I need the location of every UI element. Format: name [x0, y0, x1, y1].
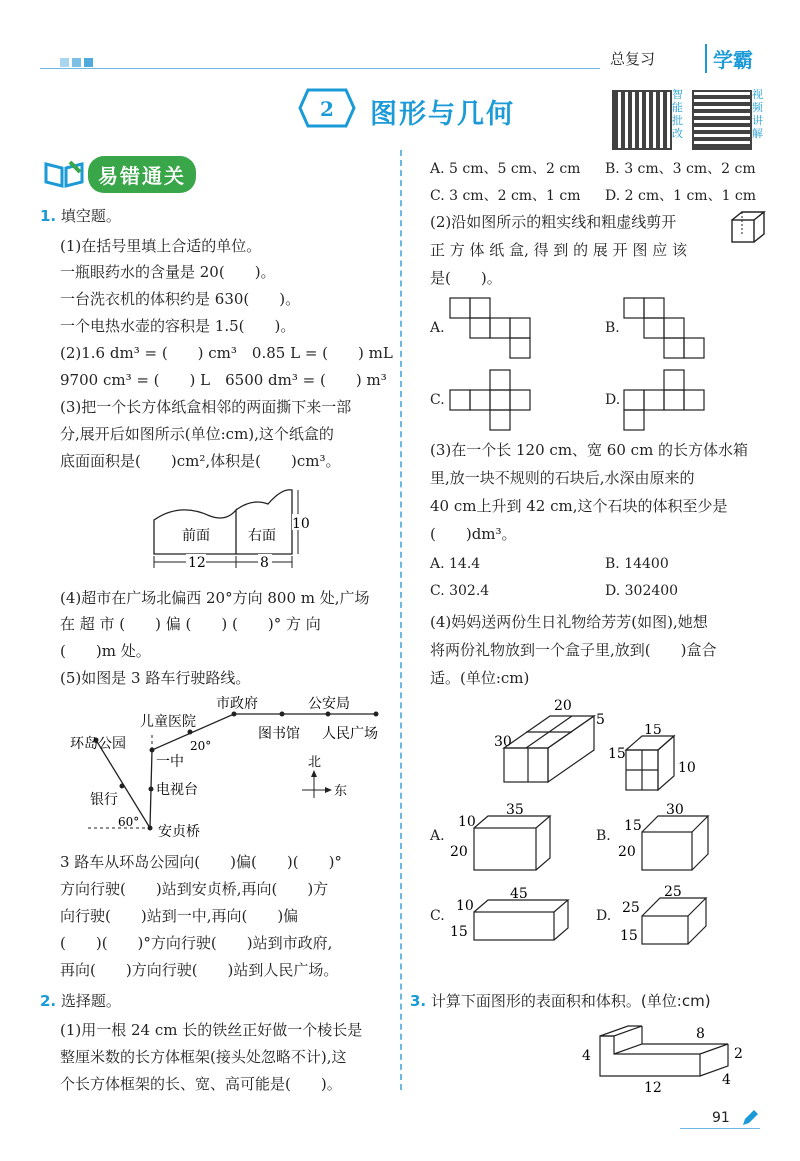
q1-p3-a: (3)把一个长方体纸盒相邻的两面撕下来一部: [60, 398, 352, 416]
q2-p1-a: (1)用一根 24 cm 长的铁丝正好做一个棱长是: [60, 1021, 363, 1039]
svg-text:15: 15: [620, 928, 638, 944]
q1-p3-c: 底面面积是( )cm²,体积是( )cm³。: [60, 452, 341, 470]
box-option-d[interactable]: [616, 882, 726, 952]
net-d[interactable]: [622, 368, 712, 432]
net-c[interactable]: [448, 368, 538, 432]
box-label-d: D.: [596, 908, 612, 924]
svg-text:15: 15: [450, 924, 468, 940]
brand-logo: 学霸: [705, 44, 753, 73]
label-front: 前面: [182, 528, 210, 544]
gift2-dim-b: 15: [608, 746, 626, 762]
q1-p1-c: 一个电热水壶的容积是 1.5( )。: [60, 317, 296, 335]
q2-p2-a: (2)沿如图所示的粗实线和粗虚线剪开: [430, 213, 677, 231]
box-option-b[interactable]: [616, 800, 736, 880]
q1-p5-b: 方向行驶( )站到安贞桥,再向( )方: [60, 880, 329, 898]
q1-p1-a: 一瓶眼药水的含量是 20( )。: [60, 263, 276, 281]
gift-box-large: [494, 696, 614, 796]
map-park: 环岛公园: [70, 736, 126, 752]
q3-dim-bottom: 12: [644, 1080, 662, 1096]
column-divider: [400, 150, 402, 1090]
q1-p4-b: 在 超 市 ( ) 偏 ( ) ( )° 方 向: [60, 615, 321, 633]
net-label-d: D.: [605, 392, 621, 408]
label-right: 右面: [248, 528, 276, 544]
q1-p5-title: (5)如图是 3 路车行驶路线。: [60, 669, 251, 687]
title-number: 2: [320, 97, 334, 121]
figure-unfolded-box: [140, 478, 330, 578]
q1-p5-d: ( )( )°方向行驶( )站到市政府,: [60, 934, 333, 952]
map-bank: 银行: [90, 792, 118, 808]
map-library: 图书馆: [258, 726, 300, 742]
q2-p3-opt-d: D. 302400: [605, 583, 679, 599]
q1-p5-e: 再向( )方向行驶( )站到人民广场。: [60, 961, 339, 979]
q2-p3-c: 40 cm上升到 42 cm,这个石块的体积至少是: [430, 497, 728, 515]
q1-p4-c: ( )m 处。: [60, 642, 151, 660]
svg-text:15: 15: [624, 818, 642, 834]
q1-p1-title: (1)在括号里填上合适的单位。: [60, 237, 262, 255]
svg-text:20: 20: [618, 844, 636, 860]
label-8: 8: [260, 555, 269, 571]
q2-p1-opt-b: B. 3 cm、3 cm、2 cm: [605, 161, 756, 177]
map-square: 人民广场: [322, 726, 378, 742]
map-angle-20: 20°: [190, 739, 212, 753]
q1-p4-a: (4)超市在广场北偏西 20°方向 800 m 处,广场: [60, 589, 370, 607]
q2-p4-c: 适。(单位:cm): [430, 669, 530, 687]
pencil-icon: [740, 1108, 760, 1132]
q1-p5-a: 3 路车从环岛公园向( )偏( )( )°: [60, 853, 342, 871]
map-east: 东: [334, 784, 348, 799]
q1-p1-b: 一台洗衣机的体积约是 630( )。: [60, 290, 301, 308]
q2-p1-opt-d: D. 2 cm、1 cm、1 cm: [605, 188, 757, 204]
map-north: 北: [308, 755, 322, 770]
svg-text:35: 35: [506, 802, 524, 818]
qr-label-video: 视频讲解: [752, 88, 763, 140]
label-10: 10: [292, 516, 310, 532]
q2-p1-opt-a: A. 5 cm、5 cm、2 cm: [430, 161, 581, 177]
q3-dim-depth: 4: [722, 1072, 731, 1088]
net-b[interactable]: [622, 296, 712, 360]
net-a[interactable]: [448, 296, 538, 360]
q2-p4-a: (4)妈妈送两份生日礼物给芳芳(如图),她想: [430, 613, 708, 631]
q2-heading: 2. 选择题。: [40, 992, 121, 1010]
q2-p2-c: 是( )。: [430, 269, 502, 287]
map-police: 公安局: [308, 696, 350, 712]
map-angle-60: 60°: [118, 815, 140, 829]
page-number: 91: [712, 1110, 730, 1126]
svg-text:30: 30: [666, 802, 684, 818]
q3-dim-right: 2: [734, 1046, 743, 1062]
q2-p1-c: 个长方体框架的长、宽、高可能是( )。: [60, 1075, 342, 1093]
q2-p4-b: 将两份礼物放到一个盒子里,放到( )盒合: [430, 641, 717, 659]
q2-p3-opt-c: C. 302.4: [430, 583, 490, 599]
book-icon: [44, 158, 84, 192]
box-label-a: A.: [430, 828, 445, 844]
q1-heading: 1. 填空题。: [40, 207, 121, 225]
svg-text:25: 25: [664, 884, 682, 900]
q2-p2-b: 正 方 体 纸 盒, 得 到 的 展 开 图 应 该: [430, 241, 687, 259]
gift1-dim-b: 5: [596, 712, 605, 728]
svg-text:20: 20: [450, 844, 468, 860]
header-rule: [40, 68, 600, 69]
cube-icon: [730, 210, 766, 244]
box-label-b: B.: [596, 828, 611, 844]
header-label: 总复习: [610, 50, 656, 68]
map-hospital: 儿童医院: [140, 714, 196, 730]
box-option-a[interactable]: [448, 800, 568, 880]
gift2-dim-a: 15: [644, 724, 662, 738]
figure-l-prism: [580, 1018, 770, 1096]
gift1-dim-c: 30: [494, 734, 512, 750]
title-badge: [298, 88, 356, 128]
box-option-c[interactable]: [448, 884, 578, 950]
svg-text:10: 10: [456, 898, 474, 914]
q2-p3-opt-b: B. 14400: [605, 556, 669, 572]
box-label-c: C.: [430, 908, 445, 924]
qr-label-grading: 智能批改: [672, 88, 683, 140]
q2-p3-opt-a: A. 14.4: [430, 556, 481, 572]
bus-route-map: [66, 694, 396, 844]
gift-box-small: [608, 724, 698, 800]
page-title: 图形与几何: [370, 99, 515, 130]
net-label-b: B.: [605, 320, 620, 336]
q2-p1-opt-c: C. 3 cm、2 cm、1 cm: [430, 188, 581, 204]
map-bridge: 安贞桥: [158, 824, 200, 840]
q1-p5-c: 向行驶( )站到一中,再向( )偏: [60, 907, 299, 925]
q1-p2-a: (2)1.6 dm³ = ( ) cm³ 0.85 L = ( ) mL: [60, 344, 393, 362]
section-badge: 易错通关: [88, 156, 196, 193]
map-govt: 市政府: [216, 696, 258, 712]
q3-dim-top: 8: [696, 1026, 705, 1042]
label-12: 12: [188, 555, 206, 571]
q2-p3-a: (3)在一个长 120 cm、宽 60 cm 的长方体水箱: [430, 441, 749, 459]
svg-text:10: 10: [458, 814, 476, 830]
svg-text:25: 25: [622, 900, 640, 916]
q1-p2-b: 9700 cm³ = ( ) L 6500 dm³ = ( ) m³: [60, 371, 387, 389]
q2-p1-b: 整厘米数的长方体框架(接头处忽略不计),这: [60, 1048, 347, 1066]
svg-text:45: 45: [510, 886, 528, 902]
q2-p3-b: 里,放一块不规则的石块后,水深由原来的: [430, 469, 695, 487]
q1-p3-b: 分,展开后如图所示(单位:cm),这个纸盒的: [60, 425, 334, 443]
net-label-c: C.: [430, 392, 445, 408]
net-label-a: A.: [430, 320, 445, 336]
qr-code-grading[interactable]: [612, 90, 672, 150]
gift1-dim-a: 20: [554, 698, 572, 714]
map-school: 一中: [156, 754, 184, 770]
q2-p3-d: ( )dm³。: [430, 525, 517, 543]
qr-code-video[interactable]: [692, 90, 752, 150]
map-tv: 电视台: [156, 782, 198, 798]
gift2-dim-c: 10: [678, 760, 696, 776]
q3-heading: 3. 计算下面图形的表面积和体积。(单位:cm): [410, 992, 711, 1010]
q3-dim-left: 4: [582, 1048, 591, 1064]
